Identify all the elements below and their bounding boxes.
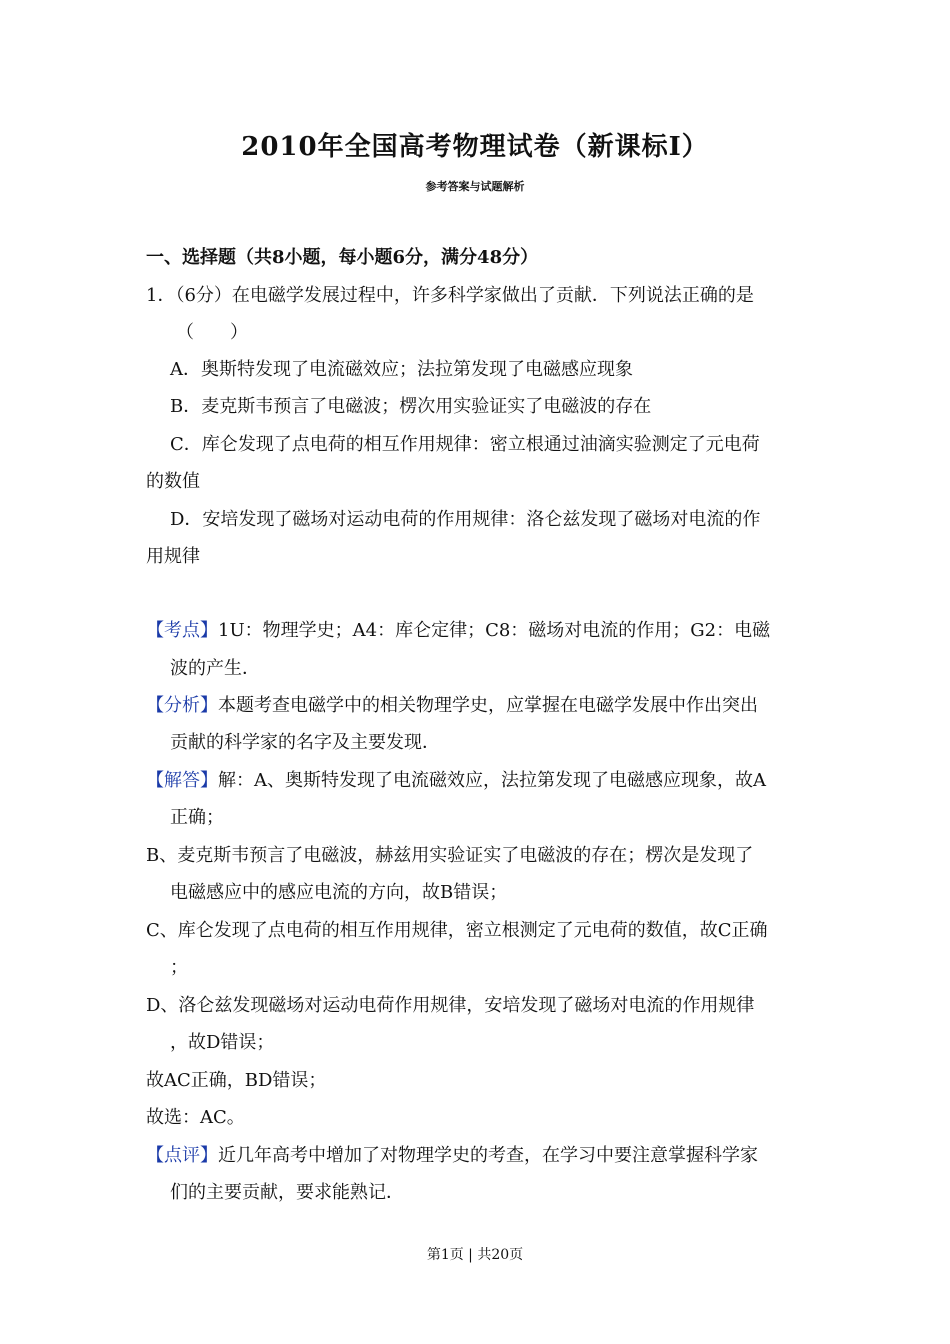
jieda-tag: 【解答】 — [146, 770, 218, 791]
jieda-c: C、库仑发现了点电荷的相互作用规律，密立根测定了元电荷的数值，故C正确 — [146, 920, 768, 941]
option-a: A．奥斯特发现了电流磁效应；法拉第发现了电磁感应现象 — [170, 359, 633, 380]
option-d-continued: 用规律 — [146, 546, 200, 567]
jieda-d-continued: ，故D错误； — [170, 1032, 275, 1053]
fenxi-block — [146, 695, 758, 717]
kaodian-tag: 【考点】 — [146, 620, 218, 641]
option-c-continued: 的数值 — [146, 471, 200, 492]
option-c: C．库仑发现了点电荷的相互作用规律：密立根通过油滴实验测定了元电荷 — [170, 434, 760, 455]
kaodian-block — [146, 620, 770, 642]
question-stem: 1．（6分）在电磁学发展过程中，许多科学家做出了贡献．下列说法正确的是 — [146, 285, 754, 306]
dianping-tag: 【点评】 — [146, 1145, 218, 1166]
section-heading: 一、选择题（共8小题，每小题6分，满分48分） — [146, 247, 539, 268]
kaodian-text-continued: 波的产生． — [170, 658, 260, 679]
page-subtitle: 参考答案与试题解析 — [425, 180, 525, 193]
jieda-b-continued: 电磁感应中的感应电流的方向，故B错误； — [170, 882, 508, 903]
jieda-choice: 故选：AC。 — [146, 1107, 245, 1128]
question-stem-bracket: （ ） — [176, 322, 248, 343]
jieda-block — [146, 770, 766, 792]
fenxi-text-continued: 贡献的科学家的名字及主要发现． — [170, 732, 440, 753]
jieda-text: 解：A、奥斯特发现了电流磁效应，法拉第发现了电磁感应现象，故A — [218, 770, 766, 791]
jieda-summary: 故AC正确，BD错误； — [146, 1070, 327, 1091]
fenxi-tag: 【分析】 — [146, 695, 218, 716]
dianping-block — [146, 1145, 758, 1167]
jieda-d: D、洛仑兹发现磁场对运动电荷作用规律，安培发现了磁场对电流的作用规律 — [146, 995, 755, 1016]
jieda-c-continued: ； — [170, 957, 188, 978]
option-b: B．麦克斯韦预言了电磁波；楞次用实验证实了电磁波的存在 — [170, 396, 652, 417]
kaodian-text: 1U：物理学史；A4：库仑定律；C8：磁场对电流的作用；G2：电磁 — [218, 620, 771, 641]
option-d: D．安培发现了磁场对运动电荷的作用规律：洛仑兹发现了磁场对电流的作 — [170, 509, 761, 530]
fenxi-text: 本题考查电磁学中的相关物理学史，应掌握在电磁学发展中作出突出 — [218, 695, 758, 716]
dianping-text: 近几年高考中增加了对物理学史的考查，在学习中要注意掌握科学家 — [218, 1145, 758, 1166]
page-title: 2010年全国高考物理试卷（新课标I） — [241, 132, 709, 162]
jieda-text-continued: 正确； — [170, 807, 224, 828]
dianping-text-continued: 们的主要贡献，要求能熟记． — [170, 1182, 404, 1203]
page-footer: 第1页 | 共20页 — [426, 1247, 524, 1263]
jieda-b: B、麦克斯韦预言了电磁波，赫兹用实验证实了电磁波的存在；楞次是发现了 — [146, 845, 754, 866]
